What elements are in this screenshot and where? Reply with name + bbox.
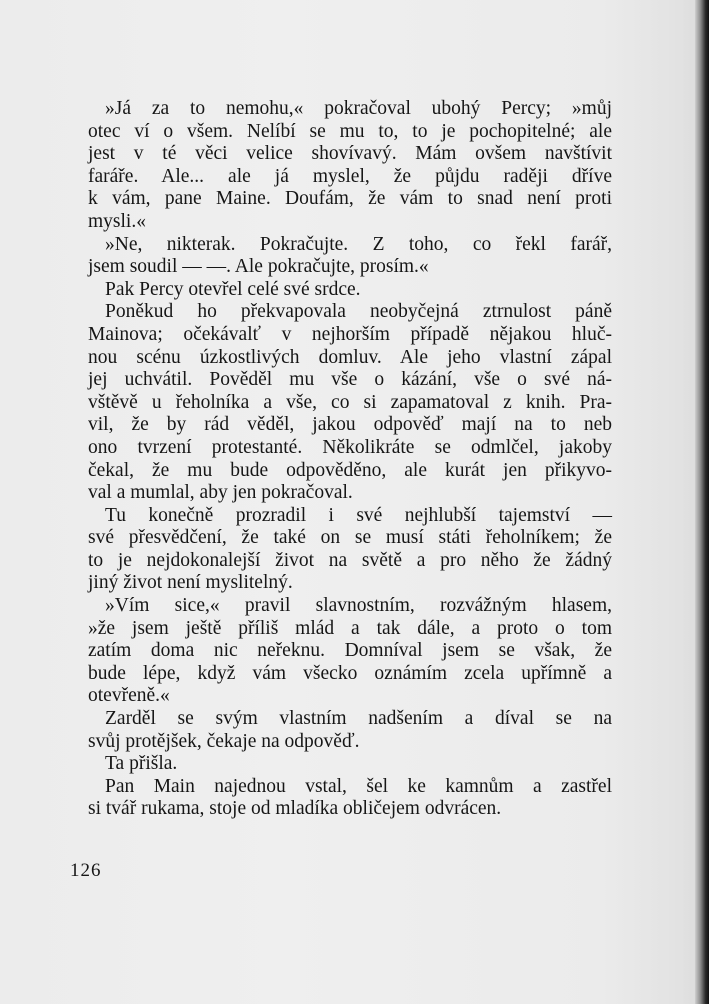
text-line: Ta přišla. — [105, 753, 178, 775]
text-line: bude lépe, když vám všecko oznámím zcela upřímně a — [88, 662, 612, 684]
paragraph — [88, 98, 612, 234]
paragraph — [88, 505, 612, 595]
paragraph — [88, 595, 612, 708]
text-line: jsem soudil — —. Ale pokračujte, prosím.« — [88, 256, 429, 278]
paragraph — [88, 708, 612, 753]
text-line: svůj protějšek, čekaje na odpověď. — [88, 730, 360, 752]
book-spine-shadow — [695, 0, 709, 1004]
text-line: otec ví o všem. Nelíbí se mu to, to je pochopitelné; ale — [88, 120, 612, 142]
text-line: mysli.« — [88, 210, 146, 232]
text-line: si tvář rukama, stoje od mladíka obličejem odvrácen. — [88, 798, 502, 820]
text-line: »Ne, nikterak. Pokračujte. Z toho, co řekl farář, — [105, 233, 612, 255]
paragraph — [88, 301, 612, 504]
text-line: Zarděl se svým vlastním nadšením a díval se na — [105, 708, 612, 730]
text-line: zatím doma nic neřeknu. Domníval jsem se však, že — [88, 640, 612, 662]
text-line: Pan Main najednou vstal, šel ke kamnům a zastřel — [105, 775, 612, 797]
text-line: Poněkud ho překvapovala neobyčejná ztrnulost páně — [105, 301, 612, 323]
page-number: 126 — [70, 860, 102, 881]
paragraph — [88, 234, 612, 279]
text-line: vštěvě u řeholníka a vše, co si zapamatoval z knih. Pra- — [88, 391, 612, 413]
paragraph — [88, 753, 612, 776]
text-line: ono tvrzení protestanté. Několikráte se odmlčel, jakoby — [88, 436, 612, 458]
text-line: Pak Percy otevřel celé své srdce. — [105, 278, 361, 300]
text-line: jiný život není myslitelný. — [88, 572, 293, 594]
text-line: val a mumlal, aby jen pokračoval. — [88, 482, 353, 504]
text-line: otevřeně.« — [88, 685, 170, 707]
text-line: nou scénu úzkostlivých domluv. Ale jeho vlastní zápal — [88, 346, 612, 368]
body-text — [88, 98, 612, 821]
text-line: »Vím sice,« pravil slavnostním, rozvážným hlasem, — [105, 595, 612, 617]
text-line: jest v té věci velice shovívavý. Mám ovšem navštívit — [88, 143, 612, 165]
text-line: Tu konečně prozradil i své nejhlubší tajemství — — [105, 504, 612, 526]
text-line: faráře. Ale... ale já myslel, že půjdu raději dříve — [88, 165, 612, 187]
text-line: vil, že by rád věděl, jakou odpověď mají na to neb — [88, 414, 612, 436]
text-line: k vám, pane Maine. Doufám, že vám to snad není proti — [88, 188, 612, 210]
text-line: jej uchvátil. Pověděl mu vše o kázání, vše o své ná- — [88, 369, 612, 391]
text-line: »že jsem ještě příliš mlád a tak dále, a proto o tom — [88, 617, 612, 639]
text-line: čekal, že mu bude odpověděno, ale kurát jen přikyvo- — [88, 459, 612, 481]
paragraph — [88, 776, 612, 821]
text-line: Mainova; očekávalť v nejhorším případě nějakou hluč- — [88, 323, 612, 345]
text-line: »Já za to nemohu,« pokračoval ubohý Percy; »můj — [105, 98, 612, 119]
text-line: své přesvědčení, že také on se musí státi řeholníkem; že — [88, 527, 612, 549]
paragraph — [88, 279, 612, 302]
text-line: to je nejdokonalejší život na světě a pro něho že žádný — [88, 549, 612, 571]
